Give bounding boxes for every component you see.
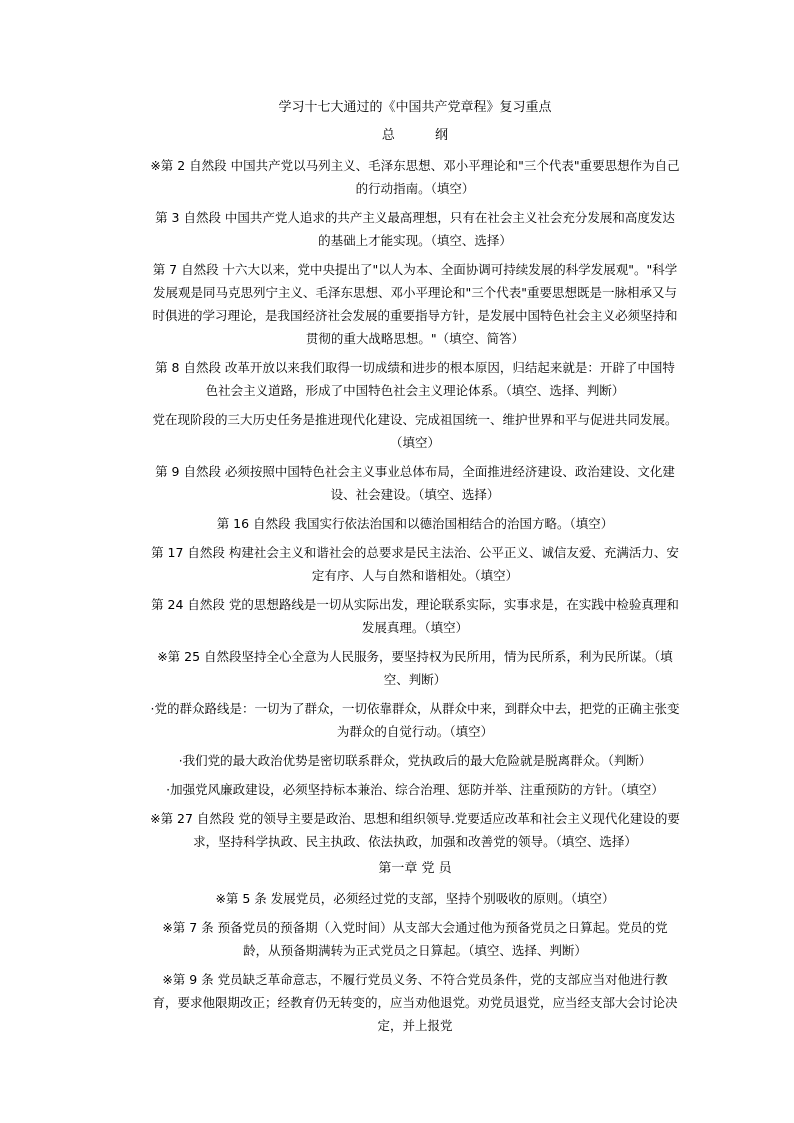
paragraph: ※第 25 自然段坚持全心全意为人民服务，要坚持权为民所用，情为民所系，利为民所谋。（填空、判断） (157, 649, 673, 687)
section-heading-chapter1: 第一章 党 员 (378, 861, 452, 876)
paragraph: ※第 7 条 预备党员的预备期（入党时间）从支部大会通过他为预备党员之日算起。党员的党龄，从预备期满转为正式党员之日算起。（填空、选择、判断） (162, 920, 668, 958)
section-heading-general: 总 纲 (381, 128, 467, 143)
paragraph: 第 24 自然段 党的思想路线是一切从实际出发，理论联系实际，实事求是，在实践中检验真理和发展真理。（填空） (151, 597, 679, 635)
paragraph: 党在现阶段的三大历史任务是推进现代化建设、完成祖国统一、维护世界和平与促进共同发展。（填空） (152, 412, 678, 450)
paragraph: ※第 2 自然段 中国共产党以马列主义、毛泽东思想、邓小平理论和"三个代表"重要思想作为自己的行动指南。（填空） (150, 158, 680, 196)
paragraph: 第 8 自然段 改革开放以来我们取得一切成绩和进步的根本原因，归结起来就是：开辟了中国特色社会主义道路，形成了中国特色社会主义理论体系。（填空、选择、判断） (155, 360, 675, 398)
paragraph: 第 7 自然段 十六大以来，党中央提出了"以人为本、全面协调可持续发展的科学发展观"。"科学发展观是同马克思列宁主义、毛泽东思想、邓小平理论和"三个代表"重要思想既是一脉相承又与时俱进的学习理论，是我国经济社会发展的重要指导方针，是发展中国特色社会主义必须坚持和贯彻的重大战略思想。"（填空、简答） (152, 262, 678, 346)
paragraph: 第 9 自然段 必须按照中国特色社会主义事业总体布局，全面推进经济建设、政治建设、文化建设、社会建设。（填空、选择） (155, 464, 675, 502)
paragraph: ·党的群众路线是：一切为了群众，一切依靠群众，从群众中来，到群众中去，把党的正确主张变为群众的自觉行动。（填空） (150, 701, 680, 739)
paragraph: ※第 5 条 发展党员，必须经过党的支部，坚持个别吸收的原则。（填空） (215, 891, 615, 906)
document-title: 学习十七大通过的《中国共产党章程》复习重点 (278, 100, 552, 115)
paragraph: ※第 9 条 党员缺乏革命意志，不履行党员义务、不符合党员条件，党的支部应当对他进行教育，要求他限期改正；经教育仍无转变的，应当劝他退党。劝党员退党，应当经支部大会讨论决定，并上报党 (152, 972, 678, 1033)
paragraph: ·我们党的最大政治优势是密切联系群众，党执政后的最大危险就是脱离群众。（判断） (178, 753, 652, 768)
paragraph: 第 17 自然段 构建社会主义和谐社会的总要求是民主法治、公平正义、诚信友爱、充满活力、安定有序、人与自然和谐相处。（填空） (151, 545, 679, 583)
document-page (150, 98, 680, 1043)
paragraph: 第 16 自然段 我国实行依法治国和以德治国相结合的治国方略。（填空） (216, 516, 614, 531)
paragraph: 第 3 自然段 中国共产党人追求的共产主义最高理想，只有在社会主义社会充分发展和高度发达的基础上才能实现。（填空、选择） (155, 210, 675, 248)
paragraph: ·加强党风廉政建设，必须坚持标本兼治、综合治理、惩防并举、注重预防的方针。（填空） (166, 782, 664, 797)
paragraph: ※第 27 自然段 党的领导主要是政治、思想和组织领导.党要适应改革和社会主义现代化建设的要求，坚持科学执政、民主执政、依法执政，加强和改善党的领导。（填空、选择） (150, 811, 680, 849)
